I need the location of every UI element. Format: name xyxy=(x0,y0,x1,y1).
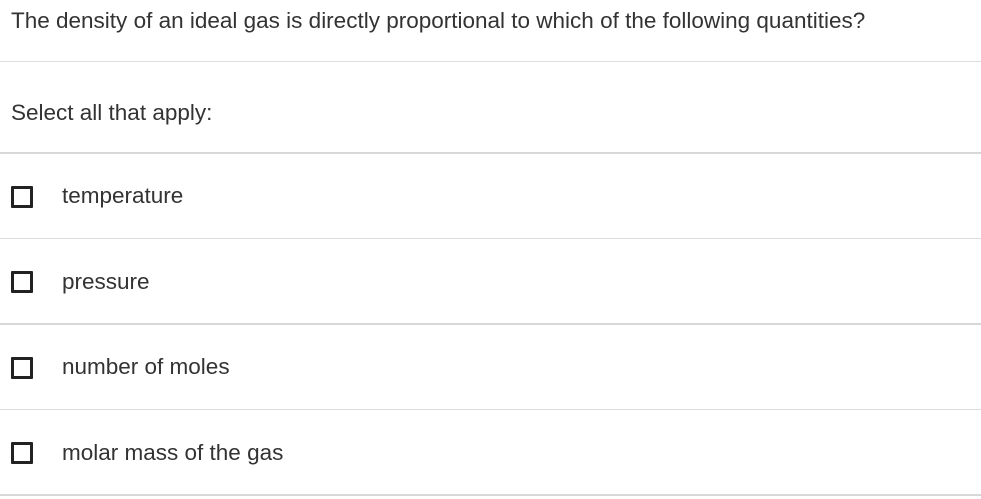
option-number-of-moles[interactable] xyxy=(0,325,981,409)
checkbox-icon[interactable] xyxy=(11,357,33,379)
checkbox-icon[interactable] xyxy=(11,186,33,208)
option-molar-mass[interactable] xyxy=(0,410,981,494)
checkbox-icon[interactable] xyxy=(11,442,33,464)
divider xyxy=(0,494,981,496)
checkbox-icon[interactable] xyxy=(11,271,33,293)
option-label[interactable]: temperature xyxy=(62,183,184,208)
option-label[interactable]: pressure xyxy=(62,269,150,294)
select-all-instruction: Select all that apply: xyxy=(11,100,213,125)
option-pressure[interactable] xyxy=(0,239,981,323)
option-label[interactable]: molar mass of the gas xyxy=(62,440,284,465)
option-label[interactable]: number of moles xyxy=(62,354,230,379)
divider xyxy=(0,61,981,62)
option-temperature[interactable] xyxy=(0,154,981,238)
question-text: The density of an ideal gas is directly proportional to which of the following quantities? xyxy=(11,8,866,33)
